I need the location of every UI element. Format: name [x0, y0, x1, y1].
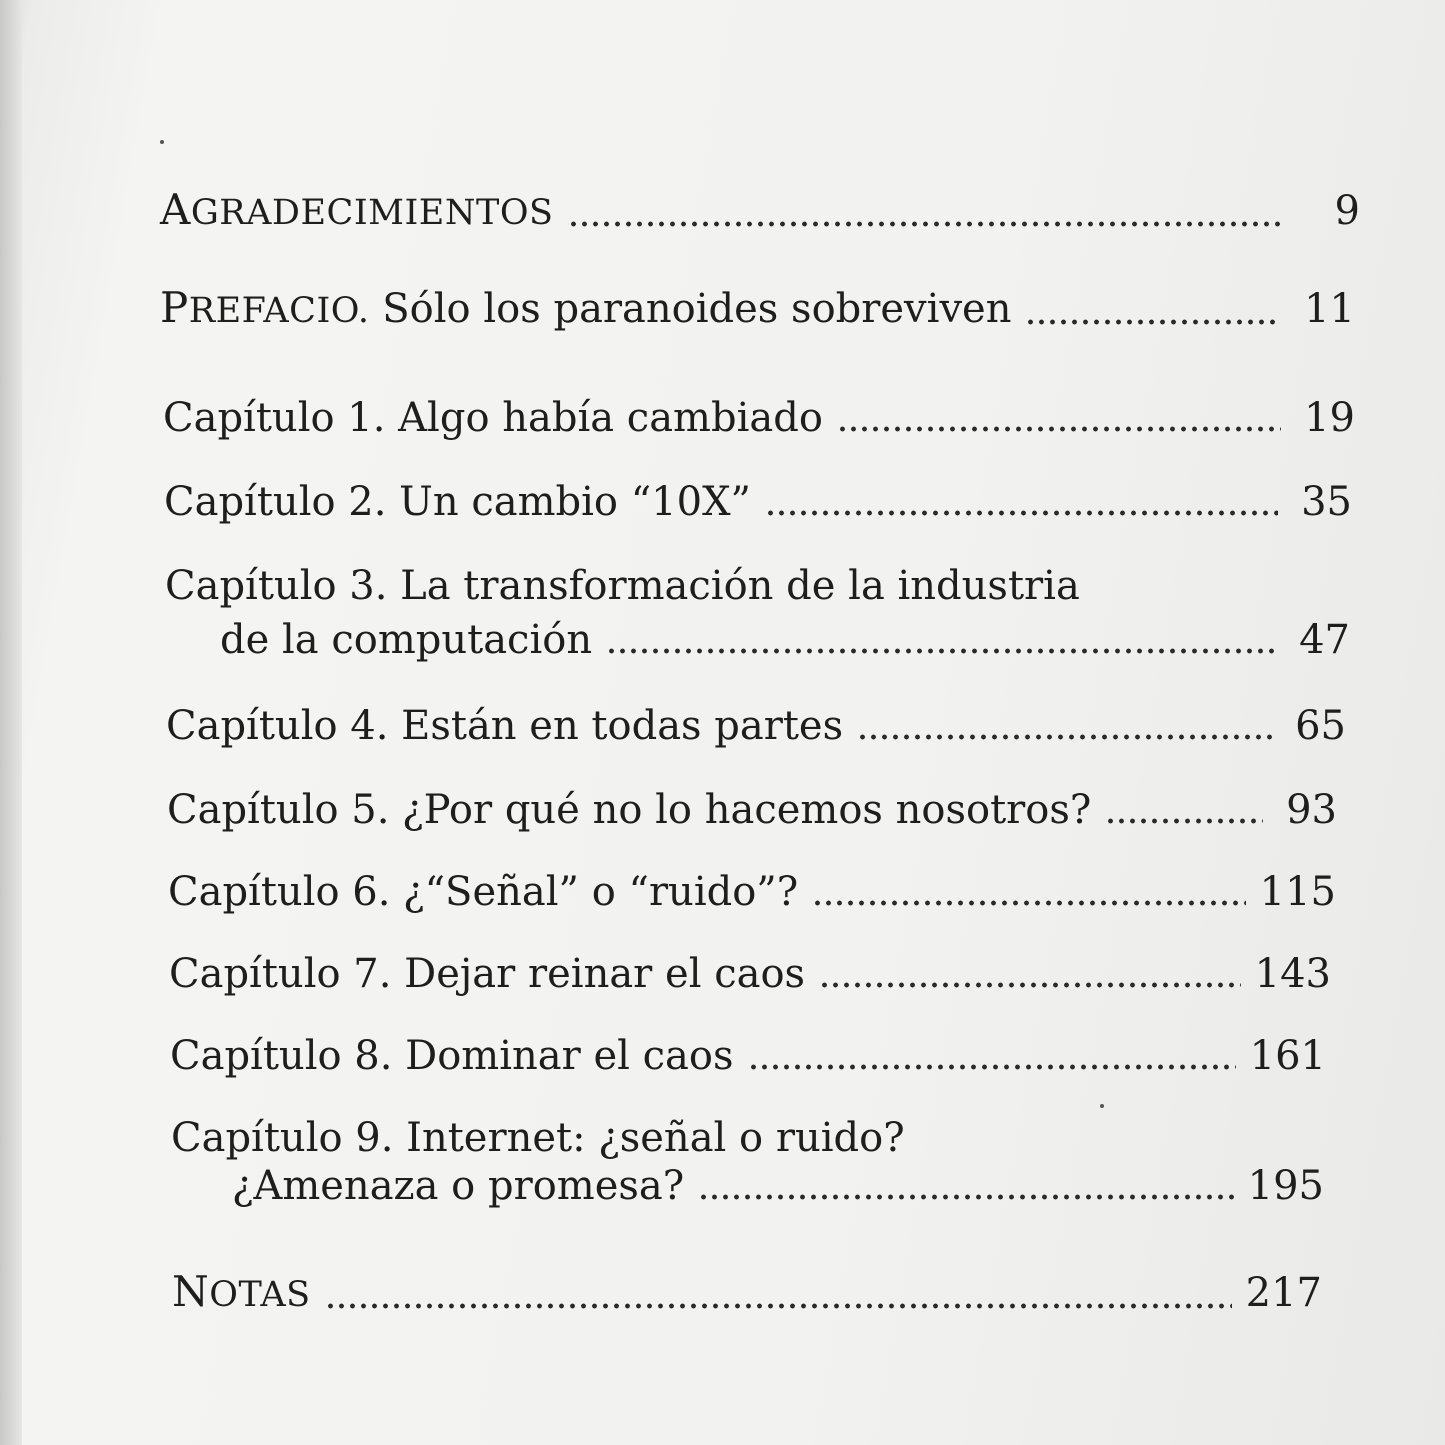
- dot-leader: [837, 426, 1281, 432]
- toc-entry-chapter-2: [164, 478, 1352, 526]
- toc-title: Capítulo 6. ¿“Señal” o “ruido”?: [168, 869, 799, 915]
- toc-entry-chapter-3: [220, 616, 1350, 664]
- toc-page-number: 19: [1304, 395, 1355, 441]
- toc-title: Capítulo 5. ¿Por qué no lo hacemos nosotros?: [167, 787, 1092, 833]
- dot-leader: [606, 648, 1276, 654]
- toc-page-number: 47: [1299, 617, 1350, 663]
- ink-speck: [1100, 1104, 1104, 1108]
- toc-title: AGRADECIMIENTOS: [160, 185, 554, 234]
- dot-leader: [698, 1194, 1233, 1200]
- toc-entry-chapter-3-line1: Capítulo 3. La transformación de la industria: [165, 563, 1080, 609]
- toc-title-continuation: de la computación: [220, 617, 593, 663]
- toc-entry-notas: [172, 1268, 1322, 1319]
- dot-leader: [765, 510, 1278, 516]
- toc-entry-chapter-5: [167, 786, 1337, 834]
- toc-page-number: 35: [1301, 479, 1352, 525]
- dot-leader: [568, 221, 1286, 227]
- dot-leader: [748, 1064, 1236, 1070]
- dot-leader: [1025, 319, 1281, 325]
- toc-page-number: 143: [1254, 951, 1331, 997]
- dot-leader: [857, 734, 1272, 740]
- toc-entry-chapter-9-line1: Capítulo 9. Internet: ¿señal o ruido?: [171, 1115, 905, 1161]
- toc-title: PREFACIO. Sólo los paranoides sobreviven: [160, 283, 1012, 332]
- toc-page-number: 115: [1259, 869, 1336, 915]
- toc-page-number: 11: [1304, 286, 1355, 332]
- toc-title: Capítulo 1. Algo había cambiado: [163, 395, 823, 441]
- toc-entry-chapter-4: [166, 702, 1346, 750]
- dot-leader: [1105, 818, 1263, 824]
- toc-title: NOTAS: [172, 1267, 311, 1316]
- toc-entry-chapter-1: [163, 394, 1355, 442]
- toc-page-number: 161: [1249, 1033, 1326, 1079]
- dot-leader: [812, 900, 1245, 906]
- toc-page-number: 93: [1286, 787, 1337, 833]
- toc-entry-chapter-8: [170, 1032, 1326, 1080]
- toc-title: Capítulo 8. Dominar el caos: [170, 1033, 734, 1079]
- toc-title: Capítulo 7. Dejar reinar el caos: [169, 951, 806, 997]
- dot-leader: [325, 1303, 1232, 1309]
- dot-leader: [819, 982, 1241, 988]
- toc-title-continuation: ¿Amenaza o promesa?: [232, 1163, 685, 1209]
- toc-title: Capítulo 4. Están en todas partes: [166, 703, 844, 749]
- toc-entry-prefacio: [160, 284, 1355, 335]
- toc-title: Capítulo 2. Un cambio “10X”: [164, 479, 751, 525]
- toc-page-number: 217: [1245, 1270, 1322, 1316]
- toc-page-number: 65: [1295, 703, 1346, 749]
- toc-entry-chapter-6: [168, 868, 1336, 916]
- toc-page-number: 195: [1247, 1163, 1324, 1209]
- toc-entry-chapter-9: [232, 1162, 1324, 1210]
- ink-speck: [160, 140, 164, 144]
- toc-entry-chapter-7: [169, 950, 1331, 998]
- toc-page-number: 9: [1334, 188, 1360, 234]
- toc-entry-agradecimientos: [160, 186, 1360, 237]
